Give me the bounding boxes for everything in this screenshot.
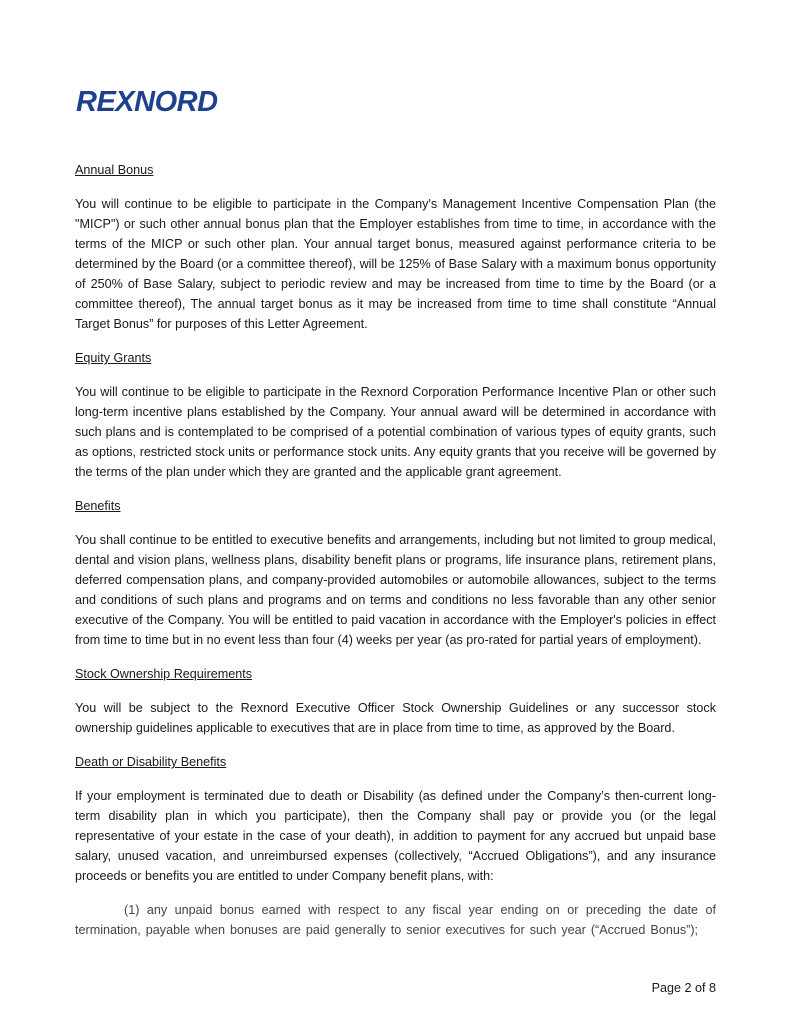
heading-equity-grants: Equity Grants — [75, 351, 152, 365]
rexnord-logo-graphic — [76, 84, 256, 118]
heading-stock-ownership: Stock Ownership Requirements — [75, 667, 253, 681]
paragraph-equity-grants: You will continue to be eligible to participate in the Rexnord Corporation Performance Incentive Plan or other such long-term incentive plans established by the Company. Your annual award will be determined in accordance with such plans and is contemplated to be comprised of a potential combination of various types of equity grants, such as options, restricted stock units or performance stock units. Any equity grants that you receive will be governed by the terms of the plan under which they are granted and the applicable grant agreement. — [75, 385, 716, 479]
list-item-accrued-bonus: (1) any unpaid bonus earned with respect to any fiscal year ending on or preceding the date of termination, payable when bonuses are paid generally to senior executives for such year (“Accrued Bonus”); — [75, 903, 716, 937]
rexnord-logo — [76, 84, 256, 118]
heading-death-disability: Death or Disability Benefits — [75, 755, 227, 769]
paragraph-death-disability: If your employment is terminated due to death or Disability (as defined under the Company’s then-current long-term disability plan in which you participate), then the Company shall pay or provide you (or the legal representative of your estate in the case of your death), in addition to payment for any accrued but unpaid base salary, unused vacation, and unreimbursed expenses (collectively, “Accrued Obligations”), and any insurance proceeds or benefits you are entitled to under Company benefit plans, with: — [75, 789, 716, 883]
paragraph-benefits: You shall continue to be entitled to executive benefits and arrangements, including but not limited to group medical, dental and vision plans, wellness plans, disability benefit plans or programs, life insurance plans, retirement plans, deferred compensation plans, and company-provided automobiles or automobile allowances, subject to the terms and conditions of such plans and programs and on terms and conditions no less favorable than any other senior executive of the Company. You will be entitled to paid vacation in accordance with the Employer's policies in effect from time to time but in no event less than four (4) weeks per year (as pro-rated for partial years of employment). — [75, 533, 716, 647]
page-number: Page 2 of 8 — [651, 981, 716, 995]
heading-annual-bonus: Annual Bonus — [75, 163, 154, 177]
logo-wordmark: REXNORD — [76, 86, 218, 118]
heading-benefits: Benefits — [75, 499, 121, 513]
paragraph-stock-ownership: You will be subject to the Rexnord Executive Officer Stock Ownership Guidelines or any successor stock ownership guidelines applicable to executives that are in place from time to time, as approved by the Board. — [75, 701, 716, 735]
paragraph-annual-bonus: You will continue to be eligible to participate in the Company's Management Incentive Compensation Plan (the "MICP") or such other annual bonus plan that the Employer establishes from time to time, in accordance with the terms of the MICP or such other plan. Your annual target bonus, measured against performance criteria to be determined by the Board (or a committee thereof), will be 125% of Base Salary with a maximum bonus opportunity of 250% of Base Salary, subject to periodic review and may be increased from time to time by the Board (or a committee thereof), The annual target bonus as it may be increased from time to time shall constitute “Annual Target Bonus” for purposes of this Letter Agreement. — [75, 197, 716, 331]
letter-body — [75, 160, 716, 954]
